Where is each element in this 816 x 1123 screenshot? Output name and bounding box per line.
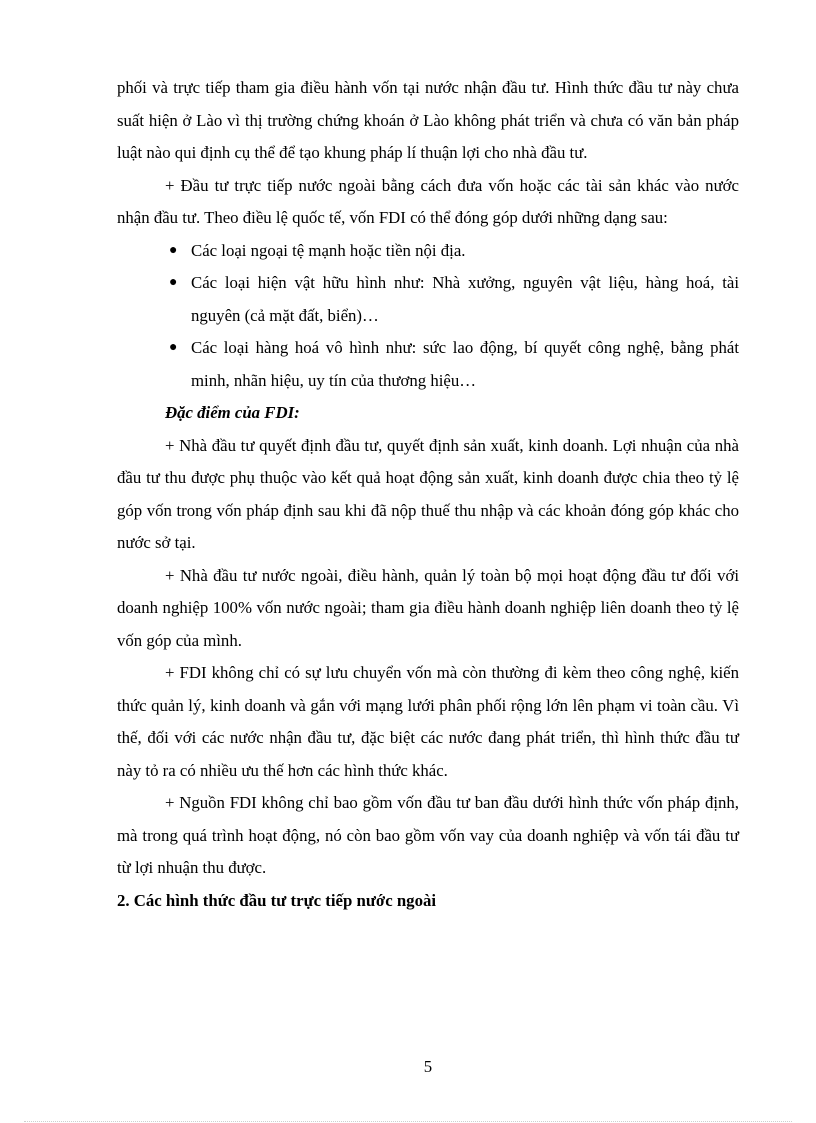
fdi-features-heading: Đặc điểm của FDI: [165,403,300,422]
bullet-icon: ● [169,242,178,258]
bullet-icon: ● [169,275,178,290]
paragraph-intro: phối và trực tiếp tham gia điều hành vốn tại nước nhận đầu tư. Hình thức đầu tư này chưa suất hiện ở Lào vì thị trường chứng khoán ở Lào không phát triển và chưa có văn bản pháp luật nào qui định cụ thể để tạo khung pháp lí thuận lợi cho nhà đầu tư. [117,78,739,162]
section-heading: 2. Các hình thức đầu tư trực tiếp nước ngoài [117,890,437,910]
capital-forms-list [117,235,739,398]
feature-paragraph: + FDI không chỉ có sự lưu chuyển vốn mà còn thường đi kèm theo công nghệ, kiến thức quản lý, kinh doanh và gắn với mạng lưới phân phối rộng lớn lên phạm vi toàn cầu. Vì thế, đối với các nước nhận đầu tư, đặc biệt các nước đang phát triển, thì hình thức đầu tư này tỏ ra có nhiều ưu thế hơn các hình thức khác. [117,663,739,780]
feature-paragraph: + Nhà đầu tư quyết định đầu tư, quyết định sản xuất, kinh doanh. Lợi nhuận của nhà đầu tư thu được phụ thuộc vào kết quả hoạt động sản xuất, kinh doanh được chia theo tỷ lệ góp vốn trong vốn pháp định sau khi đã nộp thuế thu nhập và các khoản đóng góp khác cho nước sở tại. [117,435,739,552]
list-item: ● Các loại hàng hoá vô hình như: sức lao động, bí quyết công nghệ, bằng phát minh, nhãn hiệu, uy tín của thương hiệu… [117,332,739,397]
feature-paragraph: + Nhà đầu tư nước ngoài, điều hành, quản lý toàn bộ mọi hoạt động đầu tư đối với doanh nghiệp 100% vốn nước ngoài; tham gia điều hành doanh nghiệp liên doanh theo tỷ lệ vốn góp của mình. [117,565,739,650]
page-number: 5 [423,1057,433,1076]
feature-paragraph: + Nguồn FDI không chỉ bao gồm vốn đầu tư ban đầu dưới hình thức vốn pháp định, mà trong quá trình hoạt động, nó còn bao gồm vốn vay của doanh nghiệp và vốn tái đầu tư từ lợi nhuận thu được. [117,793,739,877]
bullet-icon: ● [169,340,178,355]
page-bottom-divider [24,1121,792,1122]
list-item: ● Các loại hiện vật hữu hình như: Nhà xưởng, nguyên vật liệu, hàng hoá, tài nguyên (cả mặt đất, biển)… [117,267,739,332]
list-item: ● Các loại ngoại tệ mạnh hoặc tiền nội địa. [117,235,739,268]
page-body [117,72,739,917]
paragraph-fdi-forms: + Đầu tư trực tiếp nước ngoài bằng cách đưa vốn hoặc các tài sản khác vào nước nhận đầu tư. Theo điều lệ quốc tế, vốn FDI có thể đóng góp dưới những dạng sau: [117,175,739,227]
